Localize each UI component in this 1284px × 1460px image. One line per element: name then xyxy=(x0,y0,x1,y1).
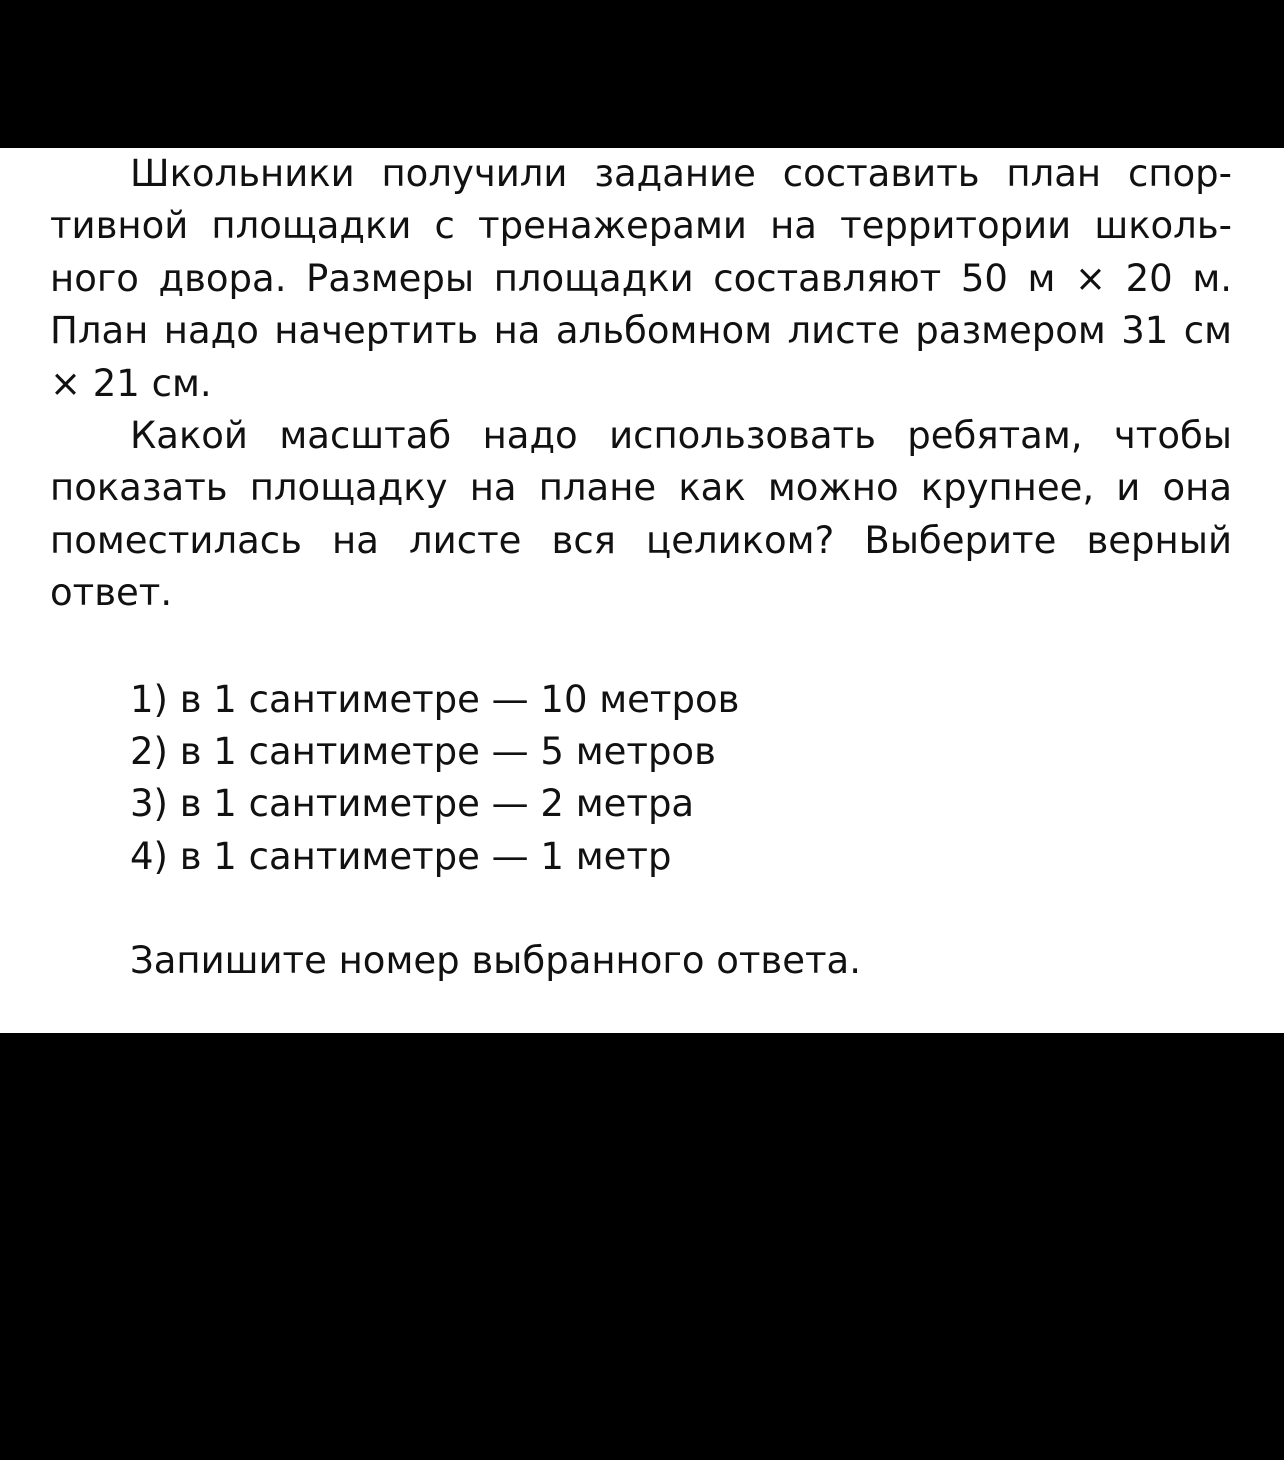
problem-paragraph-2: Какой масштаб надо использовать ребятам, чтобы показать площадку на плане как можно крупнее, и она поместилась на листе вся целиком? Выберите верный ответ. xyxy=(50,414,1232,615)
answer-options xyxy=(50,674,1232,884)
answer-option-1: 1) в 1 сантиметре — 10 метров xyxy=(130,677,740,721)
bottom-black-bar xyxy=(0,1033,1284,1460)
instruction-text: Запишите номер выбранного ответа. xyxy=(130,939,861,983)
answer-option-2: 2) в 1 сантиметре — 5 метров xyxy=(130,730,716,774)
problem-paragraph-1: Школьники получили задание составить план спортивной площадки с тренажерами на территории школьного двора. Размеры площадки составляют 50 м × 20 м. План надо начертить на альбомном листе размером 31 см × 21 см. xyxy=(50,152,1232,405)
answer-option-3: 3) в 1 сантиметре — 2 метра xyxy=(130,782,695,826)
top-black-bar xyxy=(0,0,1284,148)
answer-option-4: 4) в 1 сантиметре — 1 метр xyxy=(130,834,672,878)
document-page xyxy=(0,148,1284,1033)
